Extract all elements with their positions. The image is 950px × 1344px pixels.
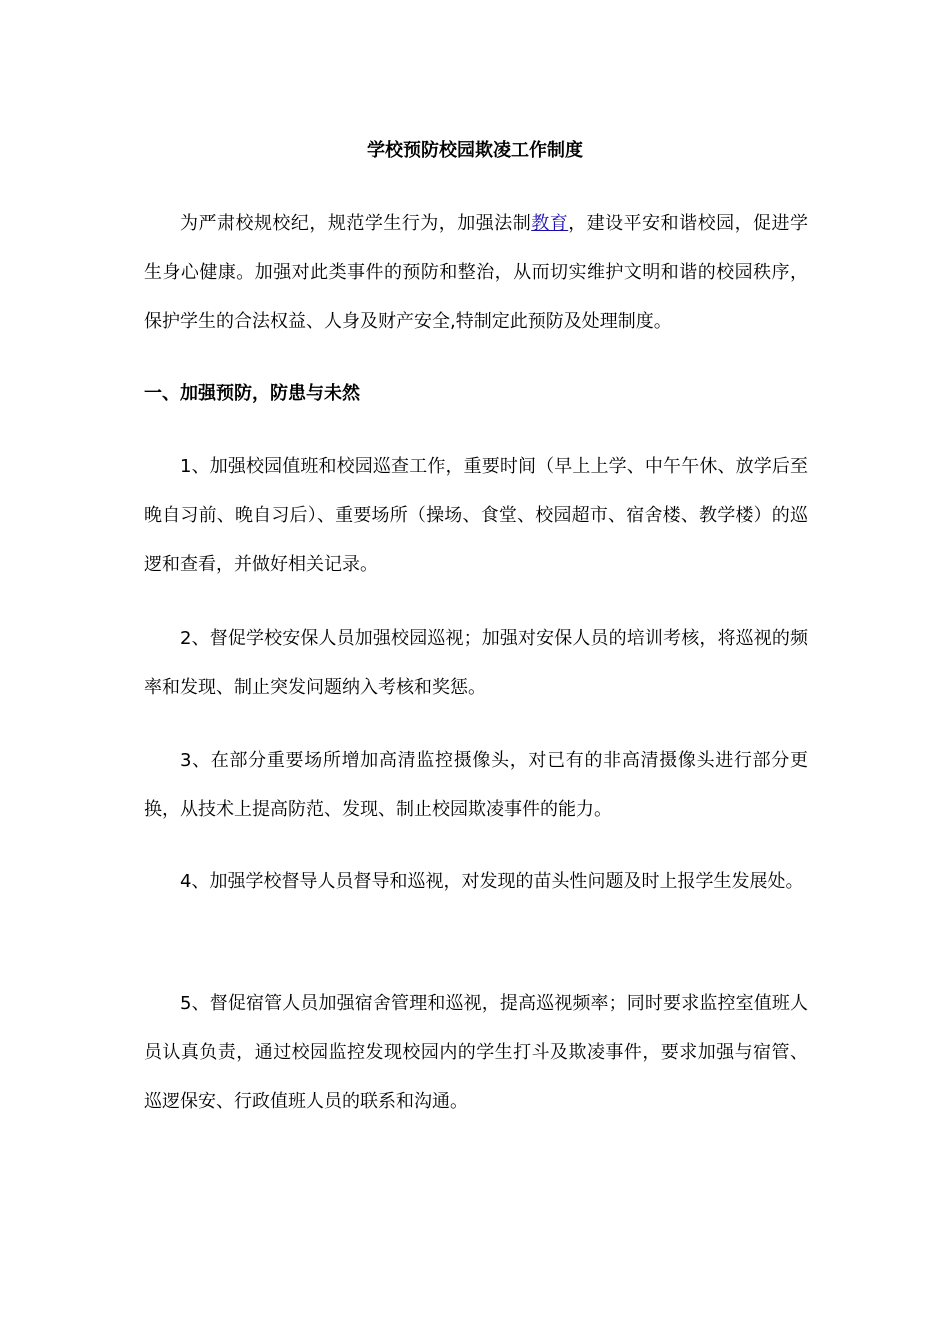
list-item: 2、督促学校安保人员加强校园巡视；加强对安保人员的培训考核，将巡视的频率和发现、制止突发问题纳入考核和奖惩。 <box>144 628 808 698</box>
intro-text-start: 为严肃校规校纪，规范学生行为，加强法制 <box>180 213 532 234</box>
list-item: 1、加强校园值班和校园巡查工作，重要时间（早上上学、中午午休、放学后至晚自习前、晚自习后）、重要场所（操场、食堂、校园超市、宿舍楼、教学楼）的巡逻和查看，并做好相关记录。 <box>144 456 808 575</box>
list-item: 5、督促宿管人员加强宿舍管理和巡视，提高巡视频率；同时要求监控室值班人员认真负责，通过校园监控发现校园内的学生打斗及欺凌事件，要求加强与宿管、巡逻保安、行政值班人员的联系和沟通。 <box>144 993 808 1112</box>
list-item: 4、加强学校督导人员督导和巡视，对发现的苗头性问题及时上报学生发展处。 <box>180 871 804 892</box>
list-item: 3、在部分重要场所增加高清监控摄像头，对已有的非高清摄像头进行部分更换，从技术上提高防范、发现、制止校园欺凌事件的能力。 <box>144 750 808 820</box>
education-link[interactable]: 教育 <box>531 213 569 234</box>
document-title: 学校预防校园欺凌工作制度 <box>367 140 583 161</box>
intro-text-end: ，建设平安和谐校园，促进学生身心健康。加强对此类事件的预防和整治，从而切实维护文明和谐的校园秩序，保护学生的合法权益、人身及财产安全,特制定此预防及处理制度。 <box>144 213 809 332</box>
section-heading: 一、加强预防，防患与未然 <box>144 383 360 404</box>
intro-paragraph <box>144 199 808 346</box>
